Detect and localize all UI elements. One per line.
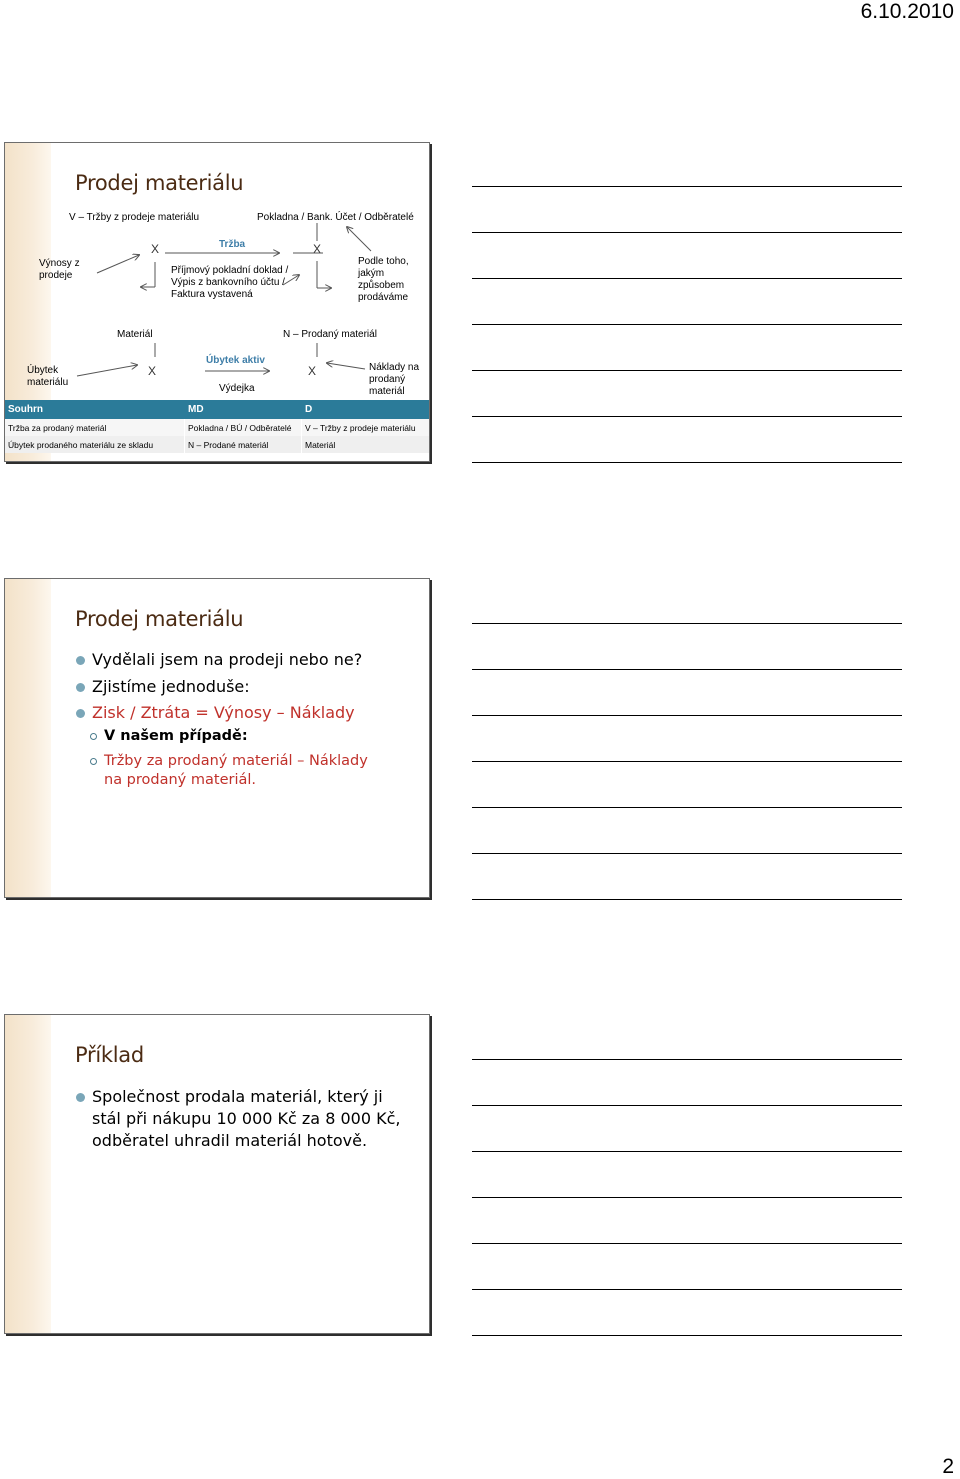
sub-bullet-item: V našem případě: [90, 727, 390, 746]
slide-stripe [5, 579, 51, 897]
note-line [472, 807, 902, 808]
note-line [472, 370, 902, 371]
decrease-label: Úbytek materiálu [27, 365, 69, 388]
account-label-cost: N – Prodaný materiál [283, 329, 377, 340]
bullet-item: Zjistíme jednoduše: [76, 676, 416, 698]
page-number: 2 [942, 1455, 954, 1478]
table-cell: Tržba za prodaný materiál [8, 423, 107, 433]
slide-3 [4, 1014, 430, 1334]
table-row [5, 436, 429, 453]
note-line [472, 416, 902, 417]
note-line [472, 715, 902, 716]
table-row [5, 419, 429, 437]
note-line [472, 232, 902, 233]
note-line [472, 669, 902, 670]
table-cell: Úbytek prodaného materiálu ze skladu [8, 440, 154, 450]
account-label-material: Materiál [117, 329, 153, 340]
bullet-item: Společnost prodala materiál, který ji stál při nákupu 10 000 Kč za 8 000 Kč, odběratel uhradil materiál hotově. [76, 1086, 416, 1152]
x-mark: X [151, 242, 160, 256]
note-line [472, 761, 902, 762]
table-cell: Pokladna / BÚ / Odběratelé [188, 423, 292, 433]
table-cell: Materiál [305, 440, 336, 450]
note-line [472, 1335, 902, 1336]
note-line [472, 1105, 902, 1106]
note-line [472, 1059, 902, 1060]
slide-title: Prodej materiálu [75, 171, 244, 195]
note-line [472, 1197, 902, 1198]
center-title-2: Úbytek aktiv [206, 355, 265, 366]
table-cell: V – Tržby z prodeje materiálu [305, 423, 416, 433]
account-label-revenue: V – Tržby z prodeje materiálu [69, 212, 200, 223]
x-mark: X [148, 364, 157, 378]
note-line [472, 324, 902, 325]
bullet-dot [76, 709, 85, 718]
center-title: Tržba [219, 239, 246, 250]
table-header-cell: Souhrn [8, 404, 43, 415]
center-document-2: Výdejka [219, 383, 255, 394]
bullet-dot [76, 1093, 85, 1102]
note-line [472, 186, 902, 187]
bullet-dot [76, 683, 85, 692]
bullet-item: Zisk / Ztráta = Výnosy – Náklady [76, 702, 416, 724]
table-header-cell: D [305, 404, 313, 415]
table-header-cell: MD [188, 404, 204, 415]
slide-title: Příklad [75, 1043, 144, 1067]
slide-1 [4, 142, 430, 462]
slide-title: Prodej materiálu [75, 607, 244, 631]
slide-stripe [5, 1015, 51, 1333]
page-date: 6.10.2010 [860, 0, 954, 23]
note-line [472, 1289, 902, 1290]
note-line [472, 1243, 902, 1244]
x-mark: X [313, 242, 322, 256]
account-label-cash: Pokladna / Bank. Účet / Odběratelé [257, 212, 414, 223]
bullet-item: Vydělali jsem na prodeji nebo ne? [76, 649, 416, 671]
revenue-label: Výnosy z prodeje [39, 258, 80, 281]
table-column-divider [301, 419, 302, 453]
x-mark: X [308, 364, 317, 378]
summary-table-header [5, 400, 429, 419]
note-line [472, 278, 902, 279]
sub-bullet-ring [90, 733, 97, 740]
method-label: Podle toho, jakým způsobem prodáváme [358, 256, 409, 303]
table-cell: N – Prodané materiál [188, 440, 269, 450]
note-line [472, 623, 902, 624]
note-line [472, 1151, 902, 1152]
sub-bullet-ring [90, 758, 97, 765]
sub-bullet-item: Tržby za prodaný materiál – Náklady na prodaný materiál. [90, 752, 390, 790]
bullet-dot [76, 656, 85, 665]
note-line [472, 899, 902, 900]
center-document: Příjmový pokladní doklad / Výpis z bankovního účtu / Faktura vystavená [171, 265, 289, 300]
note-line [472, 462, 902, 463]
note-line [472, 853, 902, 854]
table-column-divider [184, 419, 185, 453]
cost-label: Náklady na prodaný materiál [369, 362, 420, 397]
